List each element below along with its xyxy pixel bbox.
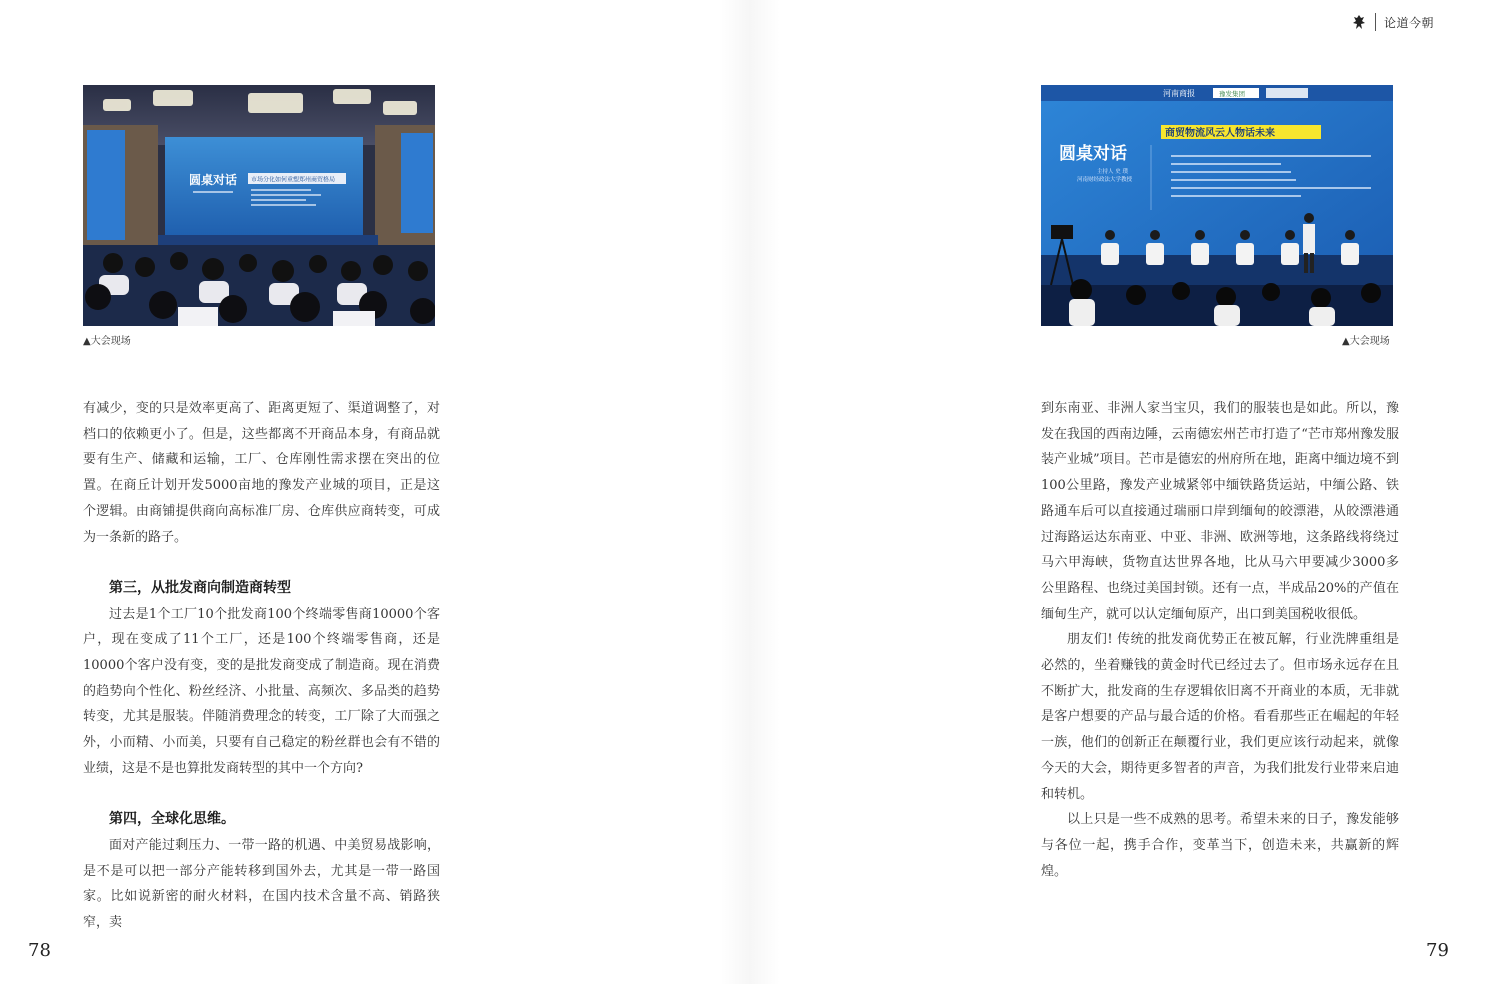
section-heading-3: 第三，从批发商向制造商转型 (109, 579, 291, 596)
right-text-column (1041, 396, 1399, 884)
host-line-1: 主持人 史 璞 (1097, 169, 1128, 175)
page-number-right: 79 (1426, 940, 1449, 961)
photo-conference-hall (83, 85, 435, 326)
left-text-column (83, 396, 440, 936)
photo-caption-right: ▲大会现场 (1342, 336, 1390, 347)
paragraph-3: 以上只是一些不成熟的思考。希望未来的日子，豫发能够与各位一起，携手合作，变革当下，创造未来，共赢新的辉煌。 (1041, 812, 1399, 879)
screen-subtitle: 商贸物流风云人物话未来 (1165, 128, 1275, 139)
section-title: 论道今朝 (1384, 15, 1435, 30)
screen-title: 圆桌对话 (189, 173, 238, 187)
page-number-left: 78 (28, 940, 51, 961)
header-divider (1375, 13, 1376, 31)
photo-caption-left: ▲大会现场 (83, 336, 131, 347)
section-3-text: 过去是1个工厂10个批发商100个终端零售商10000个客户，现在变成了11个工厂，还是100个终端零售商，还是10000个客户没有变，变的是批发商变成了制造商。现在消费的趋势向个性化、粉丝经济、小批量、高频次、多品类的趋势转变，尤其是服装。伴随消费理念的转变，工厂除了大而强之外，小而精、小而美，只要有自己稳定的粉丝群也会有不错的业绩，这是不是也算批发商转型的其中一个方向? (83, 606, 440, 776)
host-line-2: 河南财经政法大学教授 (1077, 177, 1133, 183)
running-header (1352, 12, 1434, 32)
section-heading-4: 第四，全球化思维。 (109, 811, 235, 828)
photo-roundtable-stage (1041, 85, 1393, 326)
paragraph: 有减少，变的只是效率更高了、距离更短了、渠道调整了，对档口的依赖更小了。但是，这些都离不开商品本身，有商品就要有生产、储藏和运输，工厂、仓库刚性需求摆在突出的位置。在商丘计划开发5000亩地的豫发产业城的项目，正是这个逻辑。由商铺提供商向高标准厂房、仓库供应商转变，可成为一条新的路子。 (83, 401, 440, 545)
section-4-text: 面对产能过剩压力、一带一路的机遇、中美贸易战影响，是不是可以把一部分产能转移到国外去，尤其是一带一路国家。比如说新密的耐火材料，在国内技术含量不高、销路狭窄，卖 (83, 837, 440, 931)
banner-brand: 豫发集团 (1219, 90, 1245, 98)
screen-subtitle: 市场分化如何重塑郑州商贸格局 (251, 176, 336, 184)
page-gutter (720, 0, 780, 984)
screen-title: 圆桌对话 (1059, 144, 1127, 164)
banner-top: 河南商报 (1163, 89, 1195, 98)
paragraph-1: 到东南亚、非洲人家当宝贝，我们的服装也是如此。所以，豫发在我国的西南边陲，云南德宏州芒市打造了“芒市郑州豫发服装产业城”项目。芒市是德宏的州府所在地，距离中缅边境不到100公里路，豫发产业城紧邻中缅铁路货运站，中缅公路、铁路通车后可以直接通过瑞丽口岸到缅甸的皎漂港，从皎漂港通过海路运达东南亚、中亚、非洲、欧洲等地，这条路线将绕过马六甲海峡，货物直达世界各地，比从马六甲要减少3000多公里路程、也绕过美国封锁。还有一点，半成品20%的产值在缅甸生产，就可以认定缅甸原产，出口到美国税收很低。 (1041, 401, 1399, 622)
paragraph-2: 朋友们! 传统的批发商优势正在被瓦解，行业洗牌重组是必然的，坐着赚钱的黄金时代已经过去了。但市场永远存在且不断扩大，批发商的生存逻辑依旧离不开商业的本质，无非就是客户想要的产品与最合适的价格。看看那些正在崛起的年轻一族，他们的创新正在颠覆行业，我们更应该行动起来，就像今天的大会，期待更多智者的声音，为我们批发行业带来启迪和转机。 (1041, 632, 1399, 802)
magazine-logo-icon (1352, 14, 1366, 30)
